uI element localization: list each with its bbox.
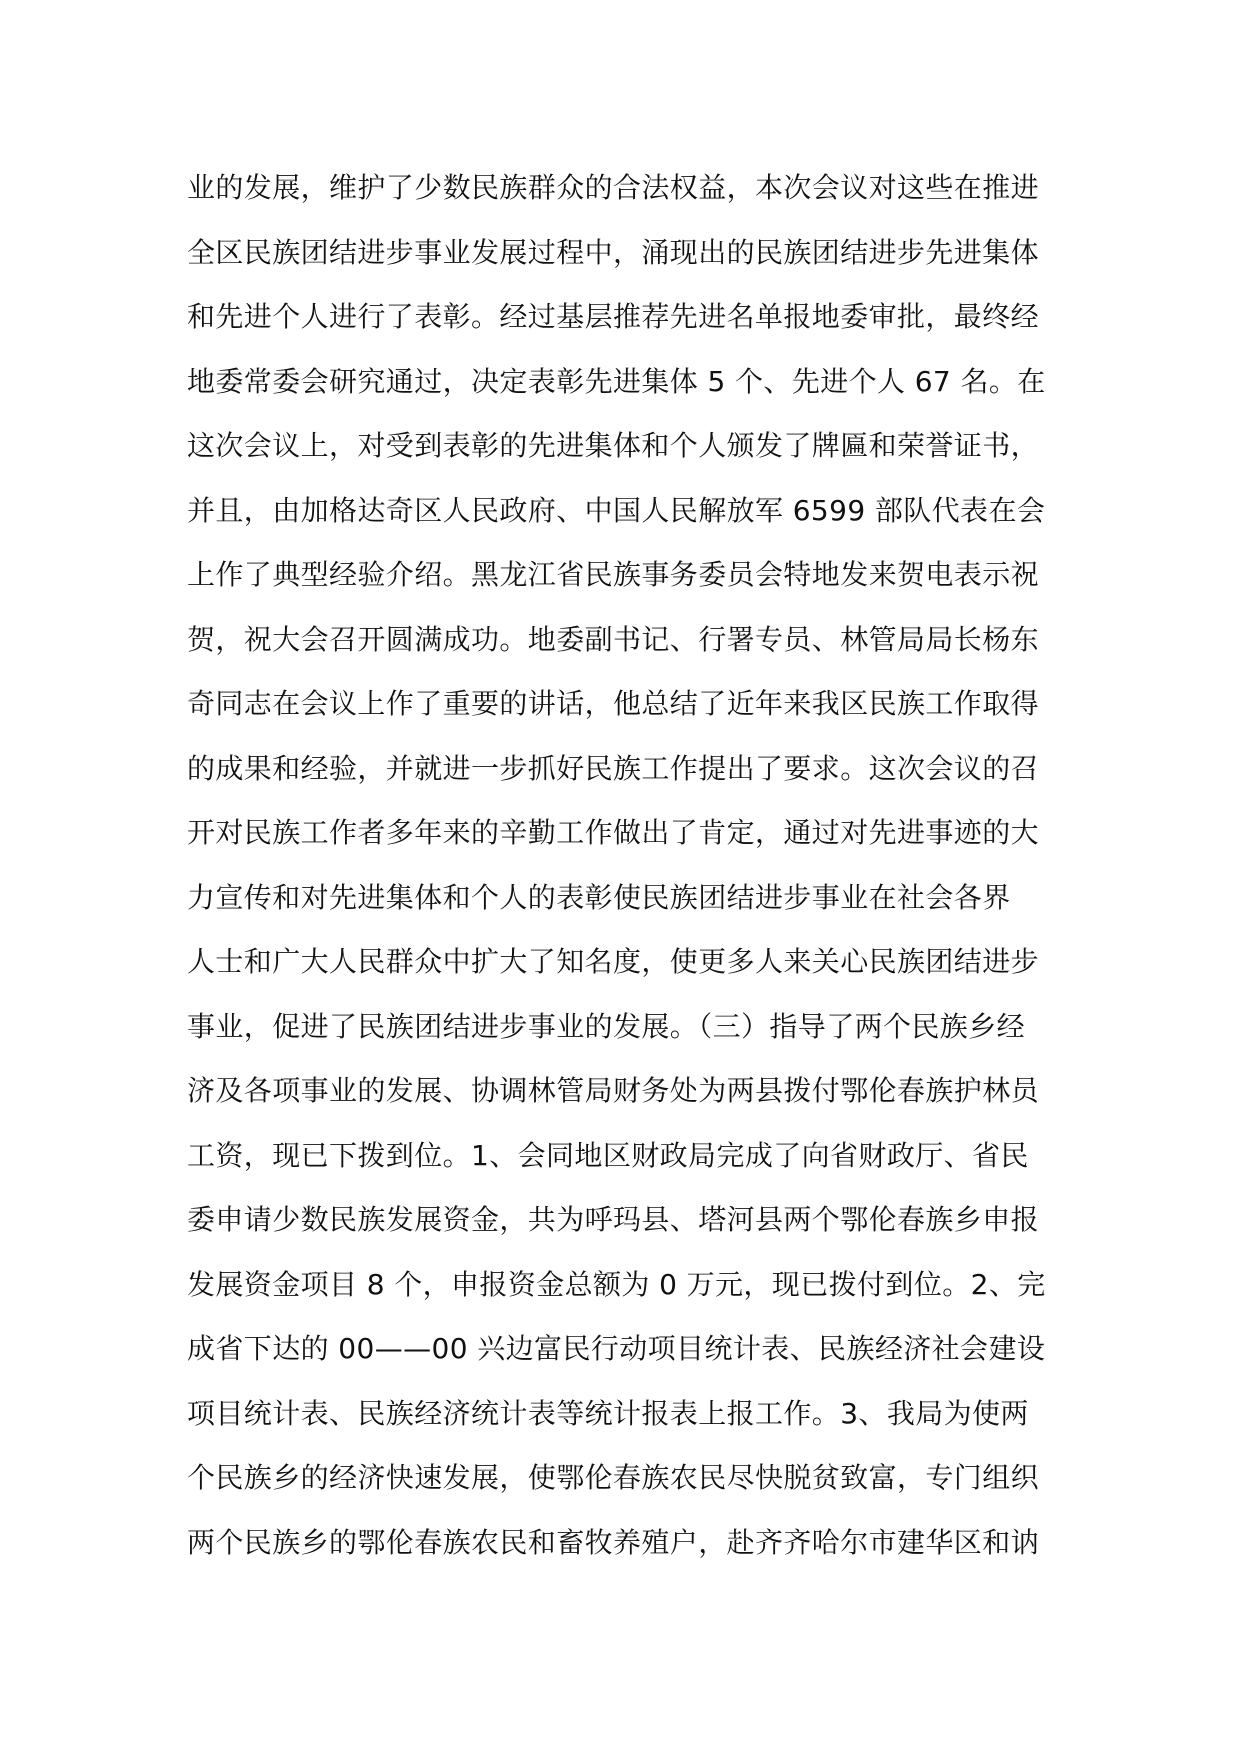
text-line: 项目统计表、民族经济统计表等统计报表上报工作。3、我局为使两 (187, 1396, 1029, 1430)
text-line: 力宣传和对先进集体和个人的表彰使民族团结进步事业在社会各界 (187, 880, 1011, 914)
text-line: 个民族乡的经济快速发展，使鄂伦春族农民尽快脱贫致富，专门组织 (187, 1461, 1040, 1494)
text-line: 全区民族团结进步事业发展过程中，涌现出的民族团结进步先进集体 (187, 235, 1040, 269)
text-line: 委申请少数民族发展资金，共为呼玛县、塔河县两个鄂伦春族乡申报 (187, 1203, 1040, 1236)
text-line: 的成果和经验，并就进一步抓好民族工作提出了要求。这次会议的召 (187, 751, 1040, 785)
text-line: 上作了典型经验介绍。黑龙江省民族事务委员会特地发来贺电表示祝 (187, 558, 1040, 591)
text-line: 奇同志在会议上作了重要的讲话，他总结了近年来我区民族工作取得 (187, 687, 1040, 720)
text-line: 地委常委会研究通过，决定表彰先进集体 5 个、先进个人 67 名。在 (187, 364, 1046, 398)
text-line: 人士和广大人民群众中扩大了知名度，使更多人来关心民族团结进步 (187, 945, 1040, 978)
text-line: 开对民族工作者多年来的辛勤工作做出了肯定，通过对先进事迹的大 (187, 816, 1040, 849)
text-line: 贺，祝大会召开圆满成功。地委副书记、行署专员、林管局局长杨东 (187, 622, 1040, 656)
text-line: 济及各项事业的发展、协调林管局财务处为两县拨付鄂伦春族护林员 (187, 1074, 1040, 1107)
text-line: 工资，现已下拨到位。1、会同地区财政局完成了向省财政厅、省民 (187, 1138, 1029, 1172)
text-line: 和先进个人进行了表彰。经过基层推荐先进名单报地委审批，最终经 (187, 300, 1040, 333)
text-line: 业的发展，维护了少数民族群众的合法权益，本次会议对这些在推进 (187, 171, 1040, 204)
text-line: 并且，由加格达奇区人民政府、中国人民解放军 6599 部队代表在会 (187, 493, 1046, 527)
text-line: 成省下达的 00——00 兴边富民行动项目统计表、民族经济社会建设 (187, 1332, 1046, 1365)
body-text (187, 156, 1067, 1575)
text-line: 事业，促进了民族团结进步事业的发展。（三）指导了两个民族乡经 (187, 1009, 1026, 1043)
text-line: 这次会议上，对受到表彰的先进集体和个人颁发了牌匾和荣誉证书， (187, 429, 1040, 462)
text-line: 发展资金项目 8 个，申报资金总额为 0 万元，现已拨付到位。2、完 (187, 1267, 1046, 1301)
text-line: 两个民族乡的鄂伦春族农民和畜牧养殖户，赴齐齐哈尔市建华区和讷 (187, 1525, 1040, 1559)
